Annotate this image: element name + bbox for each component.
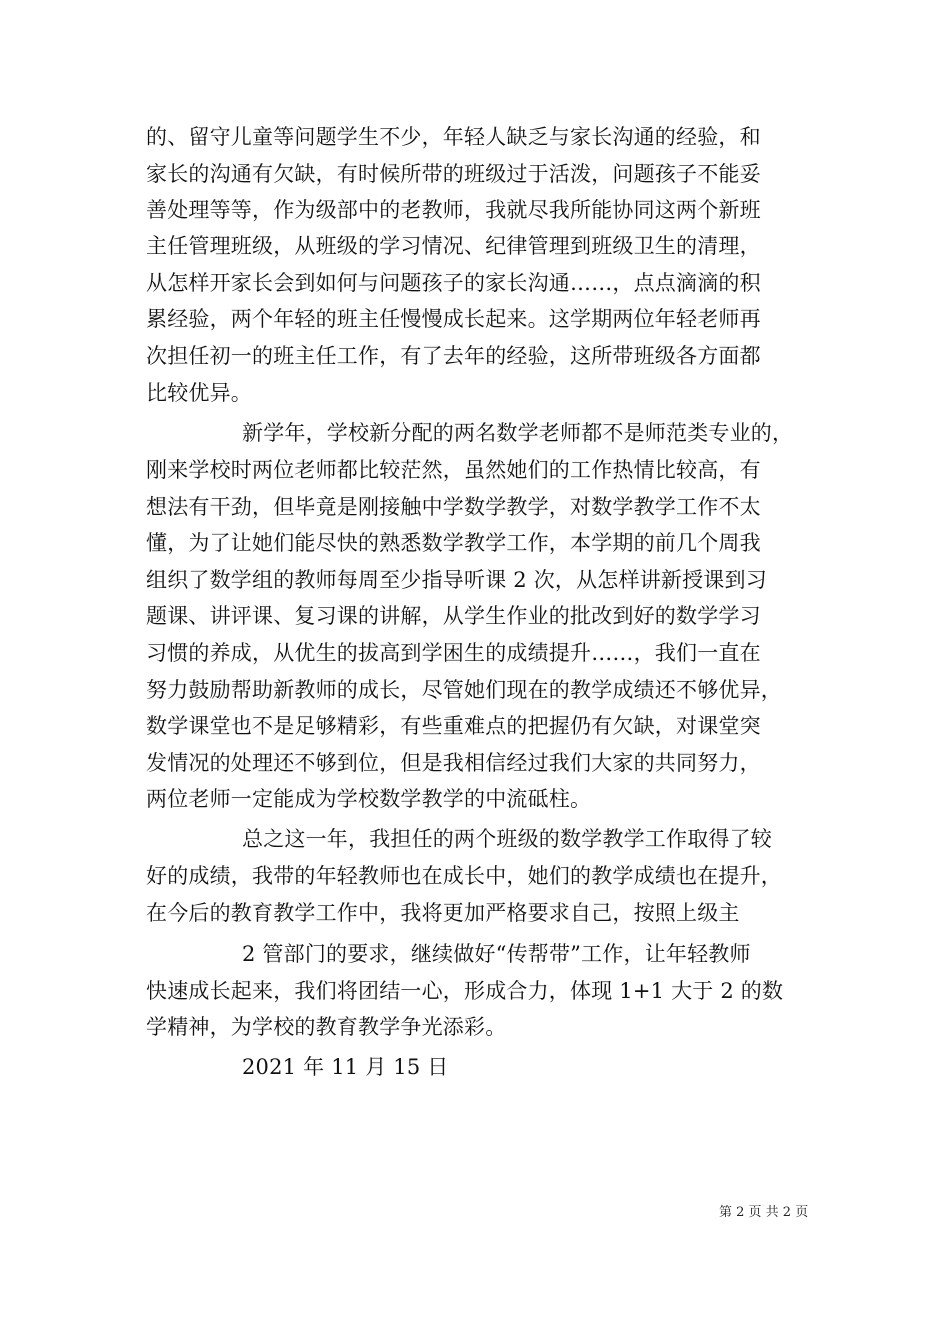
text-line: 好的成绩，我带的年轻教师也在成长中，她们的教学成绩也在提升， <box>146 864 782 888</box>
text-line: 数学课堂也不是足够精彩，有些重难点的把握仍有欠缺，对课堂突 <box>146 714 761 738</box>
text-line: 题课、讲评课、复习课的讲解，从学生作业的批改到好的数学学习 <box>146 604 761 628</box>
document-date: 2021 年 11 月 15 日 <box>242 1055 449 1079</box>
text-line: 发情况的处理还不够到位，但是我相信经过我们大家的共同努力， <box>146 751 761 775</box>
text-line: 习惯的养成，从优生的拔高到学困生的成绩提升……，我们一直在 <box>146 641 761 665</box>
page-number: 第 2 页 共 2 页 <box>719 1205 809 1220</box>
text-line: 主任管理班级，从班级的学习情况、纪律管理到班级卫生的清理， <box>146 234 761 258</box>
paragraph-first-line: 总之这一年，我担任的两个班级的数学教学工作取得了较 <box>242 827 772 851</box>
text-line: 善处理等等，作为级部中的老教师，我就尽我所能协同这两个新班 <box>146 198 761 222</box>
paragraph-first-line: 新学年，学校新分配的两名数学老师都不是师范类专业的， <box>242 421 794 445</box>
text-line: 在今后的教育教学工作中，我将更加严格要求自己，按照上级主 <box>146 901 740 925</box>
text-line: 努力鼓励帮助新教师的成长，尽管她们现在的教学成绩还不够优异， <box>146 678 782 702</box>
paragraph-first-line: 2 管部门的要求，继续做好“传帮带”工作，让年轻教师 <box>242 942 751 966</box>
text-line: 的、留守儿童等问题学生不少，年轻人缺乏与家长沟通的经验，和 <box>146 125 761 149</box>
text-line: 学精神，为学校的教育教学争光添彩。 <box>146 1015 507 1039</box>
text-line: 两位老师一定能成为学校数学教学的中流砥柱。 <box>146 787 592 811</box>
text-line: 累经验，两个年轻的班主任慢慢成长起来。这学期两位年轻老师再 <box>146 307 761 331</box>
text-line: 快速成长起来，我们将团结一心，形成合力，体现 1+1 大于 2 的数 <box>146 979 784 1003</box>
text-line: 组织了数学组的教师每周至少指导听课 2 次，从怎样讲新授课到习 <box>146 568 767 592</box>
text-line: 次担任初一的班主任工作，有了去年的经验，这所带班级各方面都 <box>146 344 761 368</box>
text-line: 比较优异。 <box>146 381 252 405</box>
text-line: 刚来学校时两位老师都比较茫然，虽然她们的工作热情比较高，有 <box>146 458 761 482</box>
text-line: 懂，为了让她们能尽快的熟悉数学教学工作，本学期的前几个周我 <box>146 531 761 555</box>
text-line: 家长的沟通有欠缺，有时候所带的班级过于活泼，问题孩子不能妥 <box>146 162 761 186</box>
text-line: 从怎样开家长会到如何与问题孩子的家长沟通……，点点滴滴的积 <box>146 271 761 295</box>
text-line: 想法有干劲，但毕竟是刚接触中学数学教学，对数学教学工作不太 <box>146 495 761 519</box>
